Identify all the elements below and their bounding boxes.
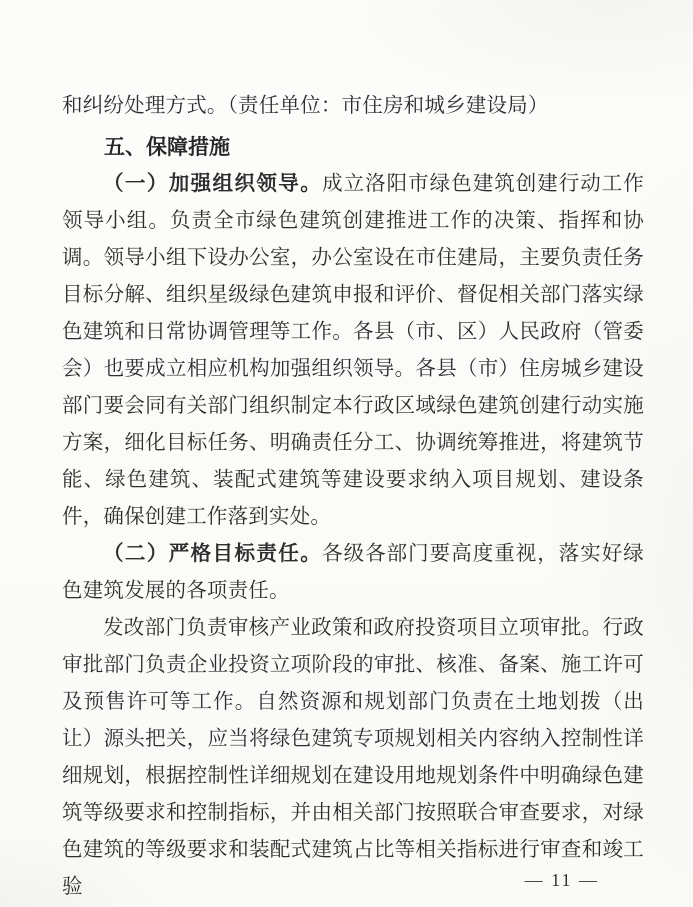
paragraph-1-text: 成立洛阳市绿色建筑创建行动工作领导小组。负责全市绿色建筑创建推进工作的决策、指挥和协调。领导小组下设办公室，办公室设在市住建局，主要负责任务目标分解、组织星级绿色建筑申报和评价、督促相关部门落实绿色建筑和日常协调管理等工作。各县（市、区）人民政府（管委会）也要成立相应机构加强组织领导。各县（市）住房城乡建设部门要会同有关部门组织制定本行政区域绿色建筑创建行动实施方案，细化目标任务、明确责任分工、协调统筹推进，将建筑节能、绿色建筑、装配式建筑等建设要求纳入项目规划、建设条件，确保创建工作落到实处。 <box>62 173 644 528</box>
paragraph-2-text: 各级各部门要高度重视，落实好绿色建筑发展的各项责任。 <box>62 543 644 602</box>
continuation-text: 和纠纷处理方式。（责任单位：市住房和城乡建设局） <box>62 95 549 117</box>
paragraph-department-duties <box>62 610 644 906</box>
section-heading: 五、保障措施 <box>104 136 230 159</box>
page-number: — 11 — <box>524 870 599 890</box>
paragraph-target-responsibility <box>62 536 644 610</box>
paragraph-1-lead: （一）加强组织领导。 <box>103 173 323 195</box>
paragraph-organization-leadership <box>62 166 644 536</box>
paragraph-3-text: 发改部门负责审核产业政策和政府投资项目立项审批。行政审批部门负责企业投资立项阶段的审批、核准、备案、施工许可及预售许可等工作。自然资源和规划部门负责在土地划拨（出让）源头把关，应当将绿色建筑专项规划相关内容纳入控制性详细规划，根据控制性详细规划在建设用地规划条件中明确绿色建筑等级要求和控制指标，并由相关部门按照联合审查要求，对绿色建筑的等级要求和装配式建筑占比等相关指标进行审查和竣工验 <box>62 617 644 898</box>
document-body <box>62 88 644 906</box>
paragraph-2-lead: （二）严格目标责任。 <box>103 543 323 565</box>
